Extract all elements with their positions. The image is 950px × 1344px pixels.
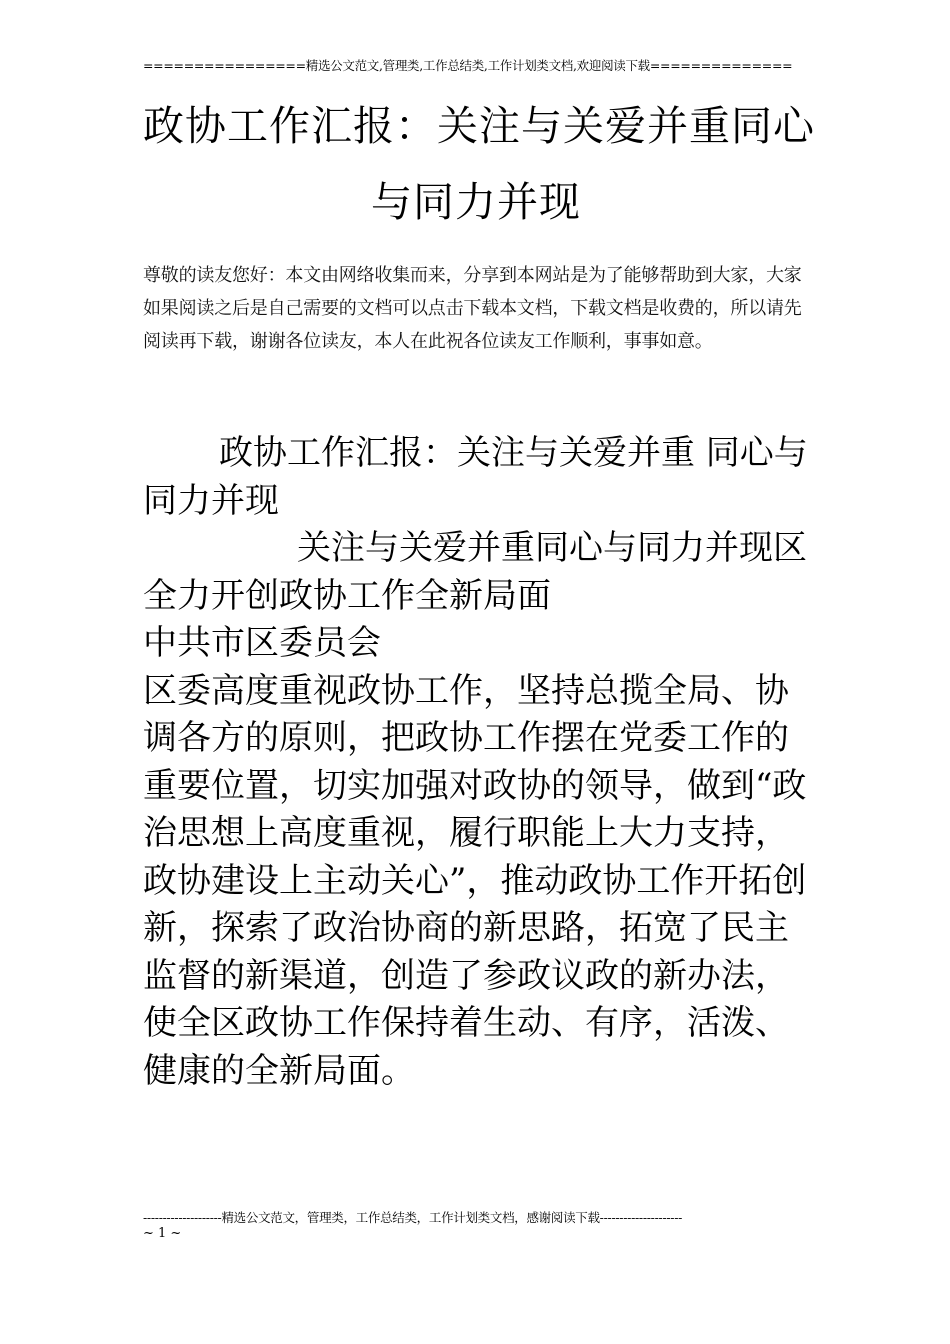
page-number: ~ 1 ~ xyxy=(143,1226,182,1241)
body-paragraph: 区委高度重视政协工作，坚持总揽全局、协调各方的原则，把政协工作摆在党委工作的重要位置，切实加强对政协的领导，做到“政治思想上高度重视，履行职能上大力支持，政协建设上主动关心”，推动政协工作开拓创新，探索了政治协商的新思路，拓宽了民主监督的新渠道，创造了参政议政的新办法，使全区政协工作保持着生动、有序，活泼、健康的全新局面。 xyxy=(143,670,807,1091)
title-line-1: 政协工作汇报：关注与关爱并重同心 xyxy=(143,102,815,150)
document-title xyxy=(143,88,815,240)
footer-banner: --------------------精选公文范文，管理类，工作总结类，工作计划类文档，感谢阅读下载--------------------- xyxy=(143,1210,683,1225)
body-heading: 政协工作汇报：关注与关爱并重 同心与同力并现 xyxy=(143,433,808,521)
document-body xyxy=(143,430,813,1095)
body-author: 中共市区委员会 xyxy=(143,623,381,663)
reader-notice: 尊敬的读友您好：本文由网络收集而来，分享到本网站是为了能够帮助到大家，大家如果阅读之后是自己需要的文档可以点击下载本文档，下载文档是收费的，所以请先阅读再下载，谢谢各位读友，本人在此祝各位读友工作顺利，事事如意。 xyxy=(143,265,802,352)
title-line-2: 与同力并现 xyxy=(371,178,581,226)
body-subheading: 关注与关爱并重同心与同力并现区全力开创政协工作全新局面 xyxy=(143,528,807,616)
header-banner: ================精选公文范文,管理类,工作总结类,工作计划类文档,欢迎阅读下载============== xyxy=(143,58,793,73)
